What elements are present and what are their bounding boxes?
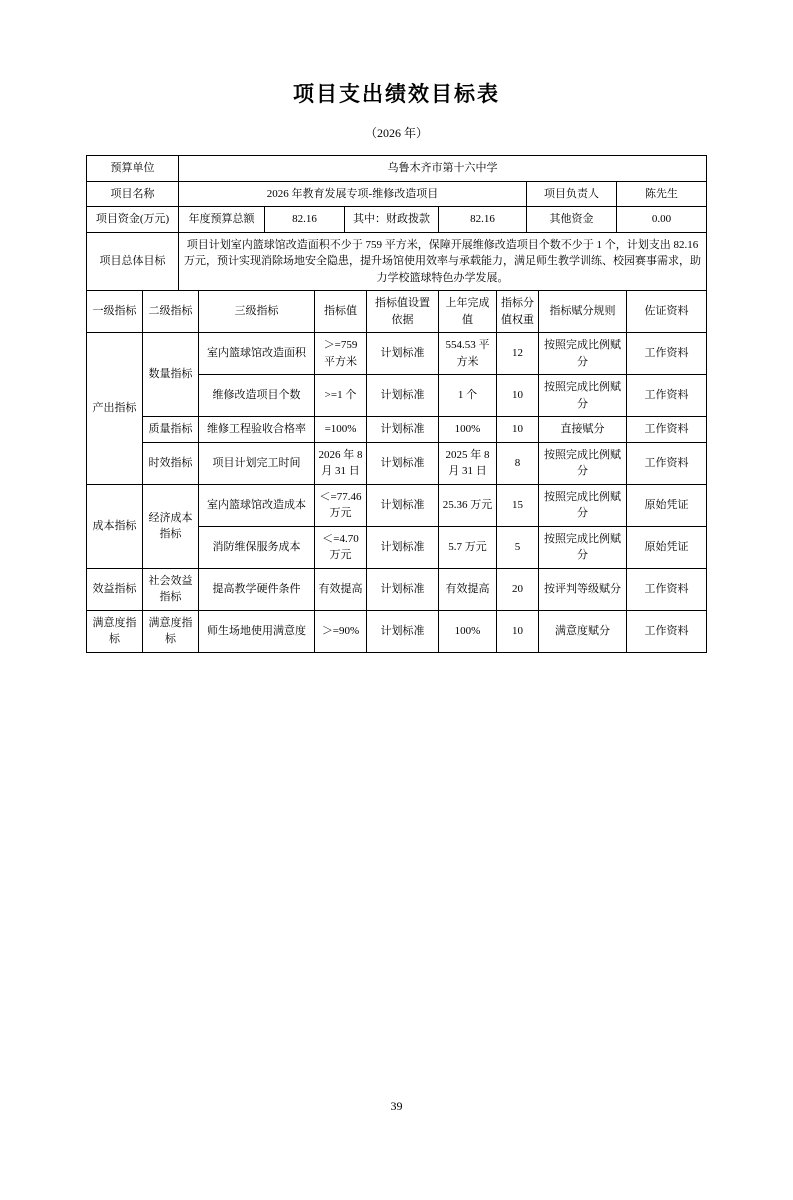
col-header-level2: 二级指标 (143, 291, 199, 333)
project-owner-label: 项目负责人 (527, 181, 617, 207)
indicator-table (86, 290, 707, 653)
level2-indicator: 数量指标 (143, 333, 199, 417)
scoring-rule: 按照完成比例赋分 (539, 484, 627, 526)
level2-indicator: 社会效益指标 (143, 568, 199, 610)
last-year-value: 1 个 (439, 375, 497, 417)
scoring-rule: 按照完成比例赋分 (539, 333, 627, 375)
last-year-value: 25.36 万元 (439, 484, 497, 526)
indicator-basis: 计划标准 (367, 526, 439, 568)
indicator-basis: 计划标准 (367, 417, 439, 443)
scoring-rule: 按评判等级赋分 (539, 568, 627, 610)
budget-unit-value: 乌鲁木齐市第十六中学 (179, 156, 707, 182)
table-row (87, 232, 707, 291)
indicator-basis: 计划标准 (367, 375, 439, 417)
evidence-material: 工作资料 (627, 568, 707, 610)
col-header-weight: 指标分值权重 (497, 291, 539, 333)
table-row (87, 333, 707, 375)
evidence-material: 原始凭证 (627, 484, 707, 526)
page-title: 项目支出绩效目标表 (293, 82, 500, 106)
level2-indicator: 时效指标 (143, 442, 199, 484)
indicator-value: ＞=759 平方米 (315, 333, 367, 375)
col-header-level3: 三级指标 (199, 291, 315, 333)
last-year-value: 100% (439, 610, 497, 652)
annual-budget-label: 年度预算总额 (179, 207, 265, 233)
indicator-value: 2026 年 8 月 31 日 (315, 442, 367, 484)
col-header-value: 指标值 (315, 291, 367, 333)
level1-indicator: 效益指标 (87, 568, 143, 610)
indicator-weight: 15 (497, 484, 539, 526)
indicator-basis: 计划标准 (367, 610, 439, 652)
level1-indicator: 成本指标 (87, 484, 143, 568)
level1-indicator: 产出指标 (87, 333, 143, 485)
evidence-material: 工作资料 (627, 417, 707, 443)
project-name-value: 2026 年教育发展专项-维修改造项目 (179, 181, 527, 207)
table-row (87, 484, 707, 526)
table-row (87, 417, 707, 443)
col-header-rule: 指标赋分规则 (539, 291, 627, 333)
level3-indicator: 师生场地使用满意度 (199, 610, 315, 652)
table-row (87, 442, 707, 484)
level3-indicator: 室内篮球馆改造成本 (199, 484, 315, 526)
last-year-value: 554.53 平方米 (439, 333, 497, 375)
page-subtitle: （2026 年） (364, 126, 428, 140)
indicator-weight: 20 (497, 568, 539, 610)
other-fund-value: 0.00 (617, 207, 707, 233)
level3-indicator: 消防维保服务成本 (199, 526, 315, 568)
fiscal-appropriation-label: 其中：财政拨款 (345, 207, 439, 233)
scoring-rule: 按照完成比例赋分 (539, 442, 627, 484)
last-year-value: 5.7 万元 (439, 526, 497, 568)
level1-indicator: 满意度指标 (87, 610, 143, 652)
indicator-weight: 12 (497, 333, 539, 375)
project-fund-label: 项目资金(万元) (87, 207, 179, 233)
project-name-label: 项目名称 (87, 181, 179, 207)
evidence-material: 原始凭证 (627, 526, 707, 568)
indicator-weight: 10 (497, 375, 539, 417)
table-row (87, 181, 707, 207)
last-year-value: 100% (439, 417, 497, 443)
indicator-value: ＜=4.70 万元 (315, 526, 367, 568)
indicator-basis: 计划标准 (367, 568, 439, 610)
col-header-evidence: 佐证资料 (627, 291, 707, 333)
indicator-value: ＜=77.46 万元 (315, 484, 367, 526)
col-header-level1: 一级指标 (87, 291, 143, 333)
document-page (0, 78, 793, 1200)
info-table (86, 155, 707, 291)
indicator-weight: 5 (497, 526, 539, 568)
scoring-rule: 直接赋分 (539, 417, 627, 443)
indicator-value: >=1 个 (315, 375, 367, 417)
table-row (87, 568, 707, 610)
fiscal-appropriation-value: 82.16 (439, 207, 527, 233)
last-year-value: 2025 年 8 月 31 日 (439, 442, 497, 484)
evidence-material: 工作资料 (627, 610, 707, 652)
project-owner-value: 陈先生 (617, 181, 707, 207)
scoring-rule: 按照完成比例赋分 (539, 375, 627, 417)
level2-indicator: 满意度指标 (143, 610, 199, 652)
indicator-value: 有效提高 (315, 568, 367, 610)
col-header-basis: 指标值设置依据 (367, 291, 439, 333)
other-fund-label: 其他资金 (527, 207, 617, 233)
level2-indicator: 质量指标 (143, 417, 199, 443)
last-year-value: 有效提高 (439, 568, 497, 610)
overall-goal-label: 项目总体目标 (87, 232, 179, 291)
scoring-rule: 按照完成比例赋分 (539, 526, 627, 568)
level2-indicator: 经济成本指标 (143, 484, 199, 568)
table-row (87, 207, 707, 233)
indicator-basis: 计划标准 (367, 333, 439, 375)
indicator-weight: 10 (497, 417, 539, 443)
col-header-lastyear: 上年完成值 (439, 291, 497, 333)
indicator-basis: 计划标准 (367, 484, 439, 526)
level3-indicator: 项目计划完工时间 (199, 442, 315, 484)
page-number: 39 (390, 1099, 403, 1113)
annual-budget-value: 82.16 (265, 207, 345, 233)
indicator-table-header (87, 291, 707, 333)
indicator-basis: 计划标准 (367, 442, 439, 484)
budget-unit-label: 预算单位 (87, 156, 179, 182)
evidence-material: 工作资料 (627, 375, 707, 417)
indicator-value: ＞=90% (315, 610, 367, 652)
indicator-weight: 8 (497, 442, 539, 484)
level3-indicator: 维修改造项目个数 (199, 375, 315, 417)
level3-indicator: 室内篮球馆改造面积 (199, 333, 315, 375)
overall-goal-value: 项目计划室内篮球馆改造面积不少于 759 平方米，保障开展维修改造项目个数不少于 1 个，计划支出 82.16 万元，预计实现消除场地安全隐患，提升场馆使用效率与承载能力，满足师生教学训练、校园赛事需求，助力学校篮球特色办学发展。 (179, 232, 707, 291)
level3-indicator: 维修工程验收合格率 (199, 417, 315, 443)
scoring-rule: 满意度赋分 (539, 610, 627, 652)
indicator-weight: 10 (497, 610, 539, 652)
evidence-material: 工作资料 (627, 442, 707, 484)
table-row (87, 610, 707, 652)
indicator-value: =100% (315, 417, 367, 443)
evidence-material: 工作资料 (627, 333, 707, 375)
level3-indicator: 提高教学硬件条件 (199, 568, 315, 610)
table-row (87, 156, 707, 182)
